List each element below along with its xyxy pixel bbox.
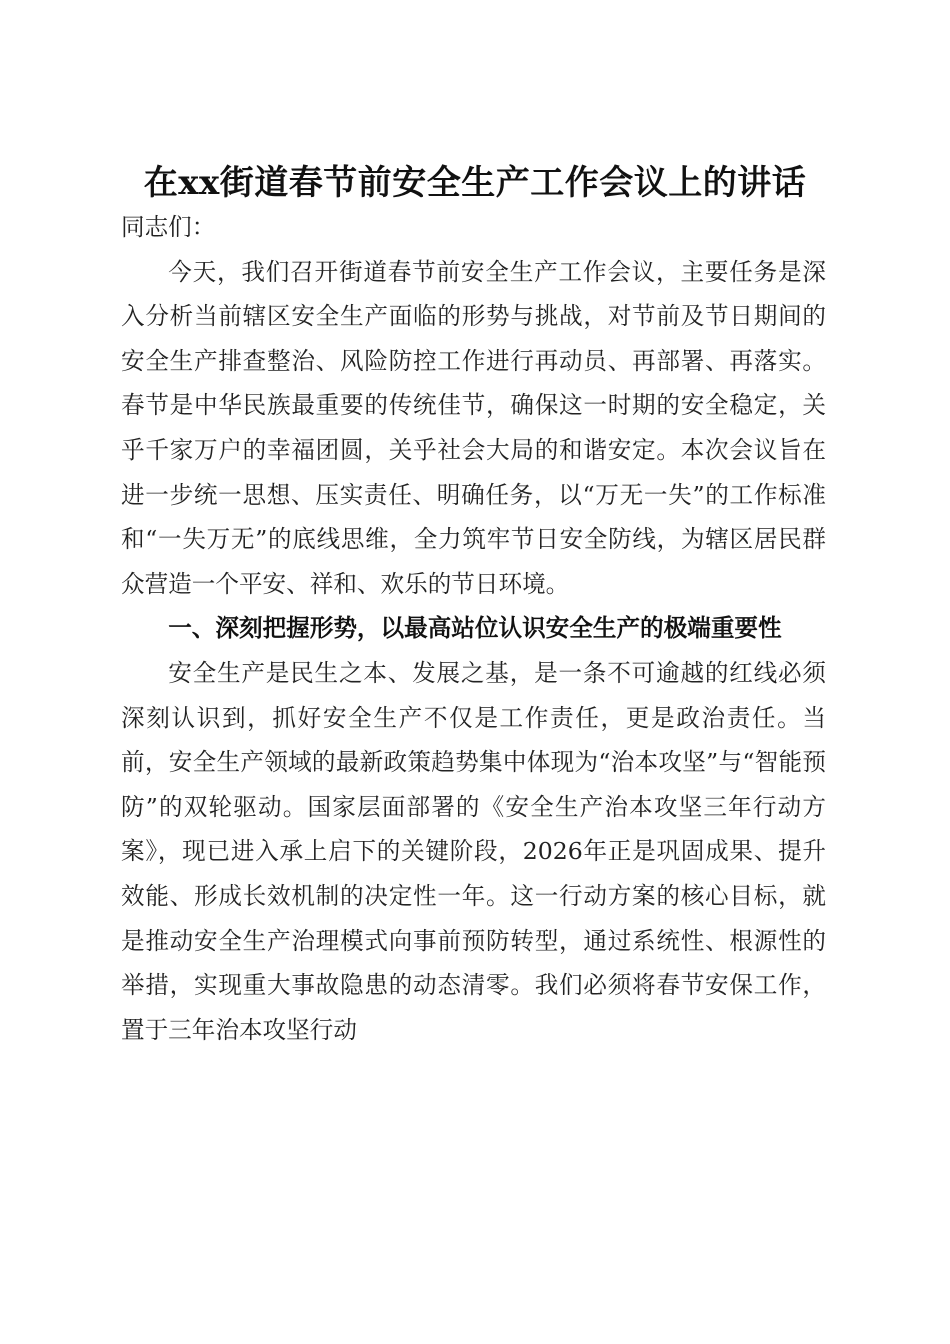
salutation: 同志们： <box>121 213 216 241</box>
opening-paragraph: 今天，我们召开街道春节前安全生产工作会议，主要任务是深入分析当前辖区安全生产面临的形势与挑战，对节前及节日期间的安全生产排查整治、风险防控工作进行再动员、再部署、再落实。春节是中华民族最重要的传统佳节，确保这一时期的安全稳定，关乎千家万户的幸福团圆，关乎社会大局的和谐安定。本次会议旨在进一步统一思想、压实责任、明确任务，以“万无一失”的工作标准和“一失万无”的底线思维，全力筑牢节日安全防线，为辖区居民群众营造一个平安、祥和、欢乐的节日环境。 <box>121 257 826 598</box>
document-body <box>121 205 826 1052</box>
section-paragraph: 安全生产是民生之本、发展之基，是一条不可逾越的红线必须深刻认识到，抓好安全生产不仅是工作责任，更是政治责任。当前，安全生产领域的最新政策趋势集中体现为“治本攻坚”与“智能预防”的双轮驱动。国家层面部署的《安全生产治本攻坚三年行动方案》，现已进入承上启下的关键阶段，2026年正是巩固成果、提升效能、形成长效机制的决定性一年。这一行动方案的核心目标，就是推动安全生产治理模式向事前预防转型，通过系统性、根源性的举措，实现重大事故隐患的动态清零。我们必须将春节安保工作，置于三年治本攻坚行动 <box>121 658 826 1044</box>
section-heading: 一、深刻把握形势，以最高站位认识安全生产的极端重要性 <box>168 614 782 643</box>
document-title: 在xx街道春节前安全生产工作会议上的讲话 <box>143 162 807 203</box>
